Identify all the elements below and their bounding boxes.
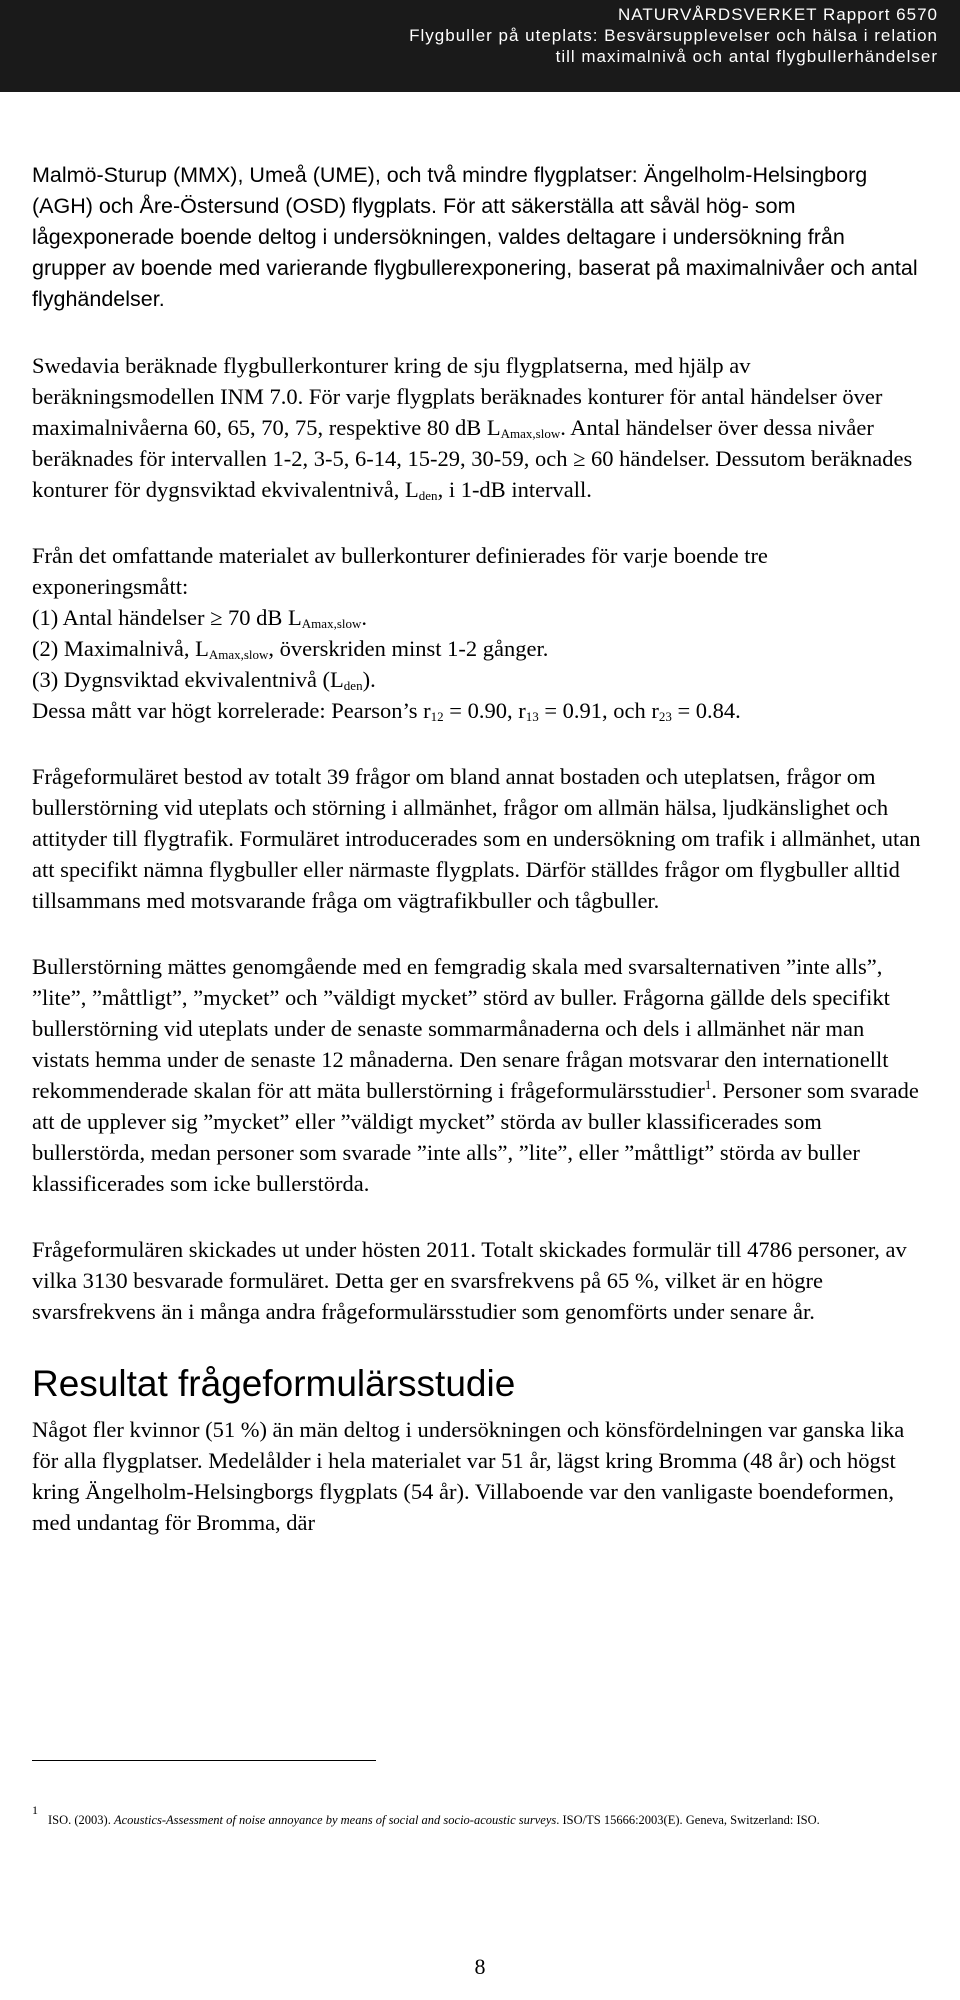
paragraph-questionnaire: Frågeformuläret bestod av totalt 39 frågor om bland annat bostaden och uteplatsen, frågor om bullerstörning vid uteplats och störning i allmänhet, frågor om allmän hälsa, ljudkänslighet och attityder till flygtrafik. Formuläret introducerades som en undersökning om trafik i allmänhet, utan att specifikt nämna flygbuller eller närmaste flygplats. Därför ställdes frågor om flygbuller alltid tillsammans med motsvarande fråga om vägtrafikbuller och tågbuller.	[32, 764, 921, 913]
subscript: den	[418, 488, 438, 503]
text-segment: Bullerstörning mättes genomgående med en femgradig skala med svarsalternativen ”inte alls”, ”lite”, ”måttligt”, ”mycket” och ”väldigt mycket” störd av buller. Frågorna gällde dels specifikt bullerstörning vid uteplats under de senaste sommarmånaderna och dels i allmänhet när man vistats hemma under de senaste 12 månaderna. Den senare frågan motsvarar den internationellt rekommenderade skalan för att mäta bullerstörning i frågeformulärsstudier	[32, 954, 890, 1103]
footnote-reference: 1	[704, 1077, 712, 1092]
subscript: den	[343, 678, 363, 693]
text-segment: , i 1-dB intervall.	[437, 477, 592, 502]
subscript: 23	[658, 709, 672, 724]
exposure-intro: Från det omfattande materialet av bullerkonturer definierades för varje boende tre exponeringsmått:	[32, 543, 768, 599]
text-segment: Dessa mått var högt korrelerade: Pearson’s r	[32, 698, 431, 723]
subscript: 12	[430, 709, 444, 724]
text-segment: (3) Dygnsviktad ekvivalentnivå (L	[32, 667, 344, 692]
paragraph-airports: Malmö-Sturup (MMX), Umeå (UME), och två mindre flygplatser: Ängelholm-Helsingborg (AGH) och Åre-Östersund (OSD) flygplats. För att säkerställa att såväl hög- som lågexponerade boende deltog i undersökningen, valdes deltagare i undersökning från grupper av boende med varierande flygbullerexponering, baserat på maximalnivåer och antal flyghändelser.	[32, 163, 918, 311]
subscript: 13	[525, 709, 539, 724]
section-heading: Resultat frågeformulärsstudie	[32, 1363, 516, 1404]
page-number: 8	[474, 1954, 486, 1979]
footnote-title: Acoustics-Assessment of noise annoyance by means of social and socio-acoustic surveys	[113, 1813, 557, 1827]
subscript: Amax,slow	[500, 426, 561, 441]
subscript: Amax,slow	[208, 647, 269, 662]
exposure-measure-1	[32, 602, 922, 633]
exposure-measure-2	[32, 633, 922, 664]
text-segment: = 0.90, r	[443, 698, 526, 723]
paragraph-noise-contours	[32, 350, 922, 505]
paragraph-exposure-measures	[32, 540, 922, 726]
text-segment: Swedavia beräknade flygbullerkonturer kring de sju flygplatserna, med hjälp av beräkningsmodellen INM 7.0. För varje flygplats beräknades konturer för antal händelser över maximalnivåerna 60, 65, 70, 75, respektive 80 dB L	[32, 353, 883, 440]
paragraph-results: Något fler kvinnor (51 %) än män deltog i undersökningen och könsfördelningen var ganska lika för alla flygplatser. Medelålder i hela materialet var 51 år, lägst kring Bromma (48 år) och högst kring Ängelholm-Helsingborgs flygplats (54 år). Villaboende var den vanligaste boendeformen, med undantag för Bromma, där	[32, 1417, 905, 1535]
text-segment: . ISO/TS 15666:2003(E). Geneva, Switzerland: ISO.	[556, 1813, 820, 1827]
footnote-number: 1	[32, 1803, 38, 1817]
paragraph-response-rate: Frågeformulären skickades ut under hösten 2011. Totalt skickades formulär till 4786 personer, av vilka 3130 besvarade formuläret. Detta ger en svarsfrekvens på 65 %, vilket är en högre svarsfrekvens än i många andra frågeformulärsstudier som genomförts under senare år.	[32, 1237, 907, 1324]
text-segment: .	[361, 605, 368, 630]
header-title-line1: Flygbuller på uteplats: Besvärsupplevelser och hälsa i relation	[409, 26, 938, 45]
exposure-measure-3	[32, 664, 922, 695]
text-segment: ISO. (2003).	[48, 1813, 114, 1827]
page-body	[0, 160, 960, 1538]
header-title-line2: till maximalnivå och antal flygbullerhändelser	[555, 47, 938, 66]
footnote	[32, 1803, 922, 1831]
text-segment: = 0.84.	[671, 698, 741, 723]
correlation-line	[32, 695, 922, 726]
text-segment: . Personer som svarade att de upplever sig ”mycket” eller ”väldigt mycket” störda av buller klassificerades som bullerstörda, medan personer som svarade ”inte alls”, ”lite”, eller ”måttligt” störda av buller klassificerades som icke bullerstörda.	[32, 1078, 919, 1196]
report-header	[0, 0, 960, 92]
header-report-id: NATURVÅRDSVERKET Rapport 6570	[617, 5, 938, 24]
text-segment: = 0.91, och r	[538, 698, 659, 723]
paragraph-annoyance-scale	[32, 951, 922, 1199]
text-segment: (1) Antal händelser ≥ 70 dB L	[32, 605, 302, 630]
text-segment: ).	[362, 667, 376, 692]
subscript: Amax,slow	[301, 616, 362, 631]
text-segment: . Antal händelser över dessa nivåer beräknades för intervallen 1-2, 3-5, 6-14, 15-29, 30-59, och ≥ 60 händelser. Dessutom beräknades konturer för dygnsviktad ekvivalentnivå, L	[32, 415, 913, 502]
text-segment: , överskriden minst 1-2 gånger.	[268, 636, 549, 661]
footnote-divider	[32, 1760, 376, 1761]
text-segment: (2) Maximalnivå, L	[32, 636, 209, 661]
footnote-text	[32, 1810, 922, 1831]
